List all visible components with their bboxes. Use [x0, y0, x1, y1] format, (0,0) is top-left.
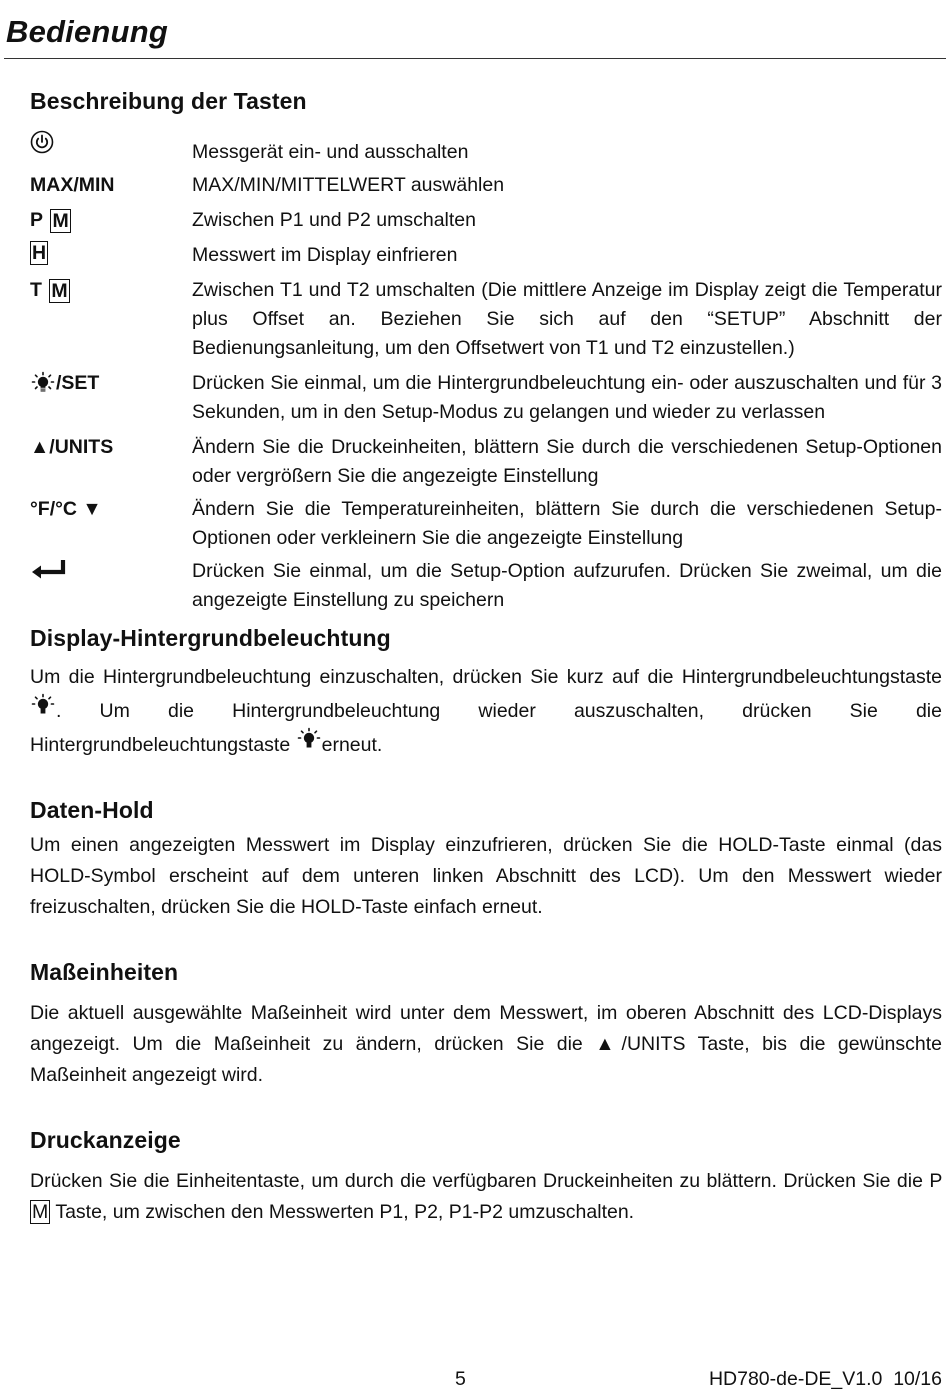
key-label-t: T	[30, 279, 42, 301]
key-desc-tm: Zwischen T1 und T2 umschalten (Die mittlere Anzeige im Display zeigt die Temperatur plus Offset an. Beziehen Sie sich auf den “SETUP” Abschnitt der Bedienungsanleitung, um den Offsetwert von T1 und T2 einzustellen.)	[192, 279, 942, 359]
backlight-bulb-icon-inline-2	[296, 727, 322, 753]
keys-section	[30, 88, 942, 615]
key-desc-power: Messgerät ein- und ausschalten	[192, 141, 469, 163]
key-label-set-text: /SET	[56, 372, 100, 394]
key-row-set	[30, 369, 942, 427]
hold-text: Um einen angezeigten Messwert im Display einzufrieren, drücken Sie die HOLD-Taste einmal (das HOLD-Symbol erscheint auf dem unteren linken Abschnitt des LCD). Um den Messwert wieder freizuschalten, drücken Sie die HOLD-Taste einfach erneut.	[30, 834, 942, 918]
boxed-m-key-t: M	[51, 279, 68, 302]
key-label-hold	[30, 241, 192, 265]
key-label-pm	[30, 206, 192, 235]
key-label-p: P	[30, 209, 44, 231]
pressure-heading: Druckanzeige	[30, 1127, 181, 1153]
pressure-text-part2: Taste, um zwischen den Messwerten P1, P2, P1-P2 umzuschalten.	[55, 1201, 635, 1223]
backlight-section	[30, 625, 942, 761]
backlight-text-part3: erneut.	[321, 734, 383, 756]
enter-return-icon	[30, 557, 68, 581]
units-text: Die aktuell ausgewählte Maßeinheit wird unter dem Messwert, im oberen Abschnitt des LCD-Displays angezeigt. Um die Maßeinheit zu ändern, drücken Sie die ▲/UNITS Taste, bis die gewünschte Maßeinheit angezeigt wird.	[30, 1002, 942, 1086]
key-row-hold	[30, 241, 942, 270]
key-label-set	[30, 369, 192, 398]
pressure-text	[30, 1166, 942, 1228]
backlight-text-part1: Um die Hintergrundbeleuchtung einzuschalten, drücken Sie kurz auf die Hintergrundbeleuchtungstaste	[30, 666, 942, 688]
keys-table	[30, 130, 942, 615]
title-divider	[4, 58, 946, 59]
key-row-enter	[30, 557, 942, 615]
backlight-text	[30, 662, 942, 761]
page-footer	[0, 1368, 950, 1398]
backlight-bulb-icon-inline	[30, 693, 56, 719]
boxed-m-key: M	[52, 209, 69, 232]
backlight-heading: Display-Hintergrundbeleuchtung	[30, 625, 391, 651]
units-section	[30, 959, 942, 1091]
key-desc-temp-units: Ändern Sie die Temperatureinheiten, blättern Sie durch die verschiedenen Setup-Optionen oder verkleinern Sie die angezeigte Einstellung	[192, 498, 942, 549]
key-row-temp-units	[30, 495, 942, 553]
page-title: Bedienung	[6, 14, 168, 49]
key-desc-hold: Messwert im Display einfrieren	[192, 244, 458, 266]
power-icon	[30, 130, 54, 154]
key-label-power	[30, 130, 192, 154]
key-desc-set: Drücken Sie einmal, um die Hintergrundbeleuchtung ein- oder auszuschalten und für 3 Sekunden, um in den Setup-Modus zu gelangen und wieder zu verlassen	[192, 372, 942, 423]
key-desc-maxmin: MAX/MIN/MITTELWERT auswählen	[192, 174, 505, 196]
key-label-tm	[30, 276, 192, 305]
hold-section	[30, 797, 942, 923]
key-row-units	[30, 433, 942, 491]
key-desc-units: Ändern Sie die Druckeinheiten, blättern Sie durch die verschiedenen Setup-Optionen oder vergrößern Sie die angezeigte Einstellung	[192, 436, 942, 487]
key-label-maxmin: MAX/MIN	[30, 174, 115, 196]
hold-heading: Daten-Hold	[30, 797, 154, 823]
pressure-text-part1: Drücken Sie die Einheitentaste, um durch die verfügbaren Druckeinheiten zu blättern. Drücken Sie die P	[30, 1170, 942, 1192]
key-desc-enter: Drücken Sie einmal, um die Setup-Option aufzurufen. Drücken Sie zweimal, um die angezeigte Einstellung zu speichern	[192, 560, 942, 611]
key-row-tm	[30, 276, 942, 363]
backlight-text-part2: . Um die Hintergrundbeleuchtung wieder auszuschalten, drücken Sie die Hintergrundbeleuchtungstaste	[30, 700, 942, 756]
key-desc-pm: Zwischen P1 und P2 umschalten	[192, 209, 476, 231]
page-number: 5	[455, 1368, 466, 1390]
document-id: HD780-de-DE_V1.0 10/16	[708, 1368, 942, 1390]
key-row-pm	[30, 206, 942, 235]
keys-heading: Beschreibung der Tasten	[30, 88, 307, 114]
page-content	[30, 88, 942, 1228]
boxed-m-key-inline: M	[32, 1201, 49, 1223]
key-label-temp-units: °F/°C ▼	[30, 498, 102, 520]
key-label-units: ▲/UNITS	[30, 436, 114, 458]
pressure-section	[30, 1127, 942, 1228]
boxed-h-key: H	[32, 242, 47, 264]
units-heading: Maßeinheiten	[30, 959, 179, 985]
key-row-power	[30, 130, 942, 167]
key-label-enter	[30, 557, 192, 581]
key-row-maxmin	[30, 171, 942, 200]
backlight-bulb-icon	[30, 371, 56, 397]
